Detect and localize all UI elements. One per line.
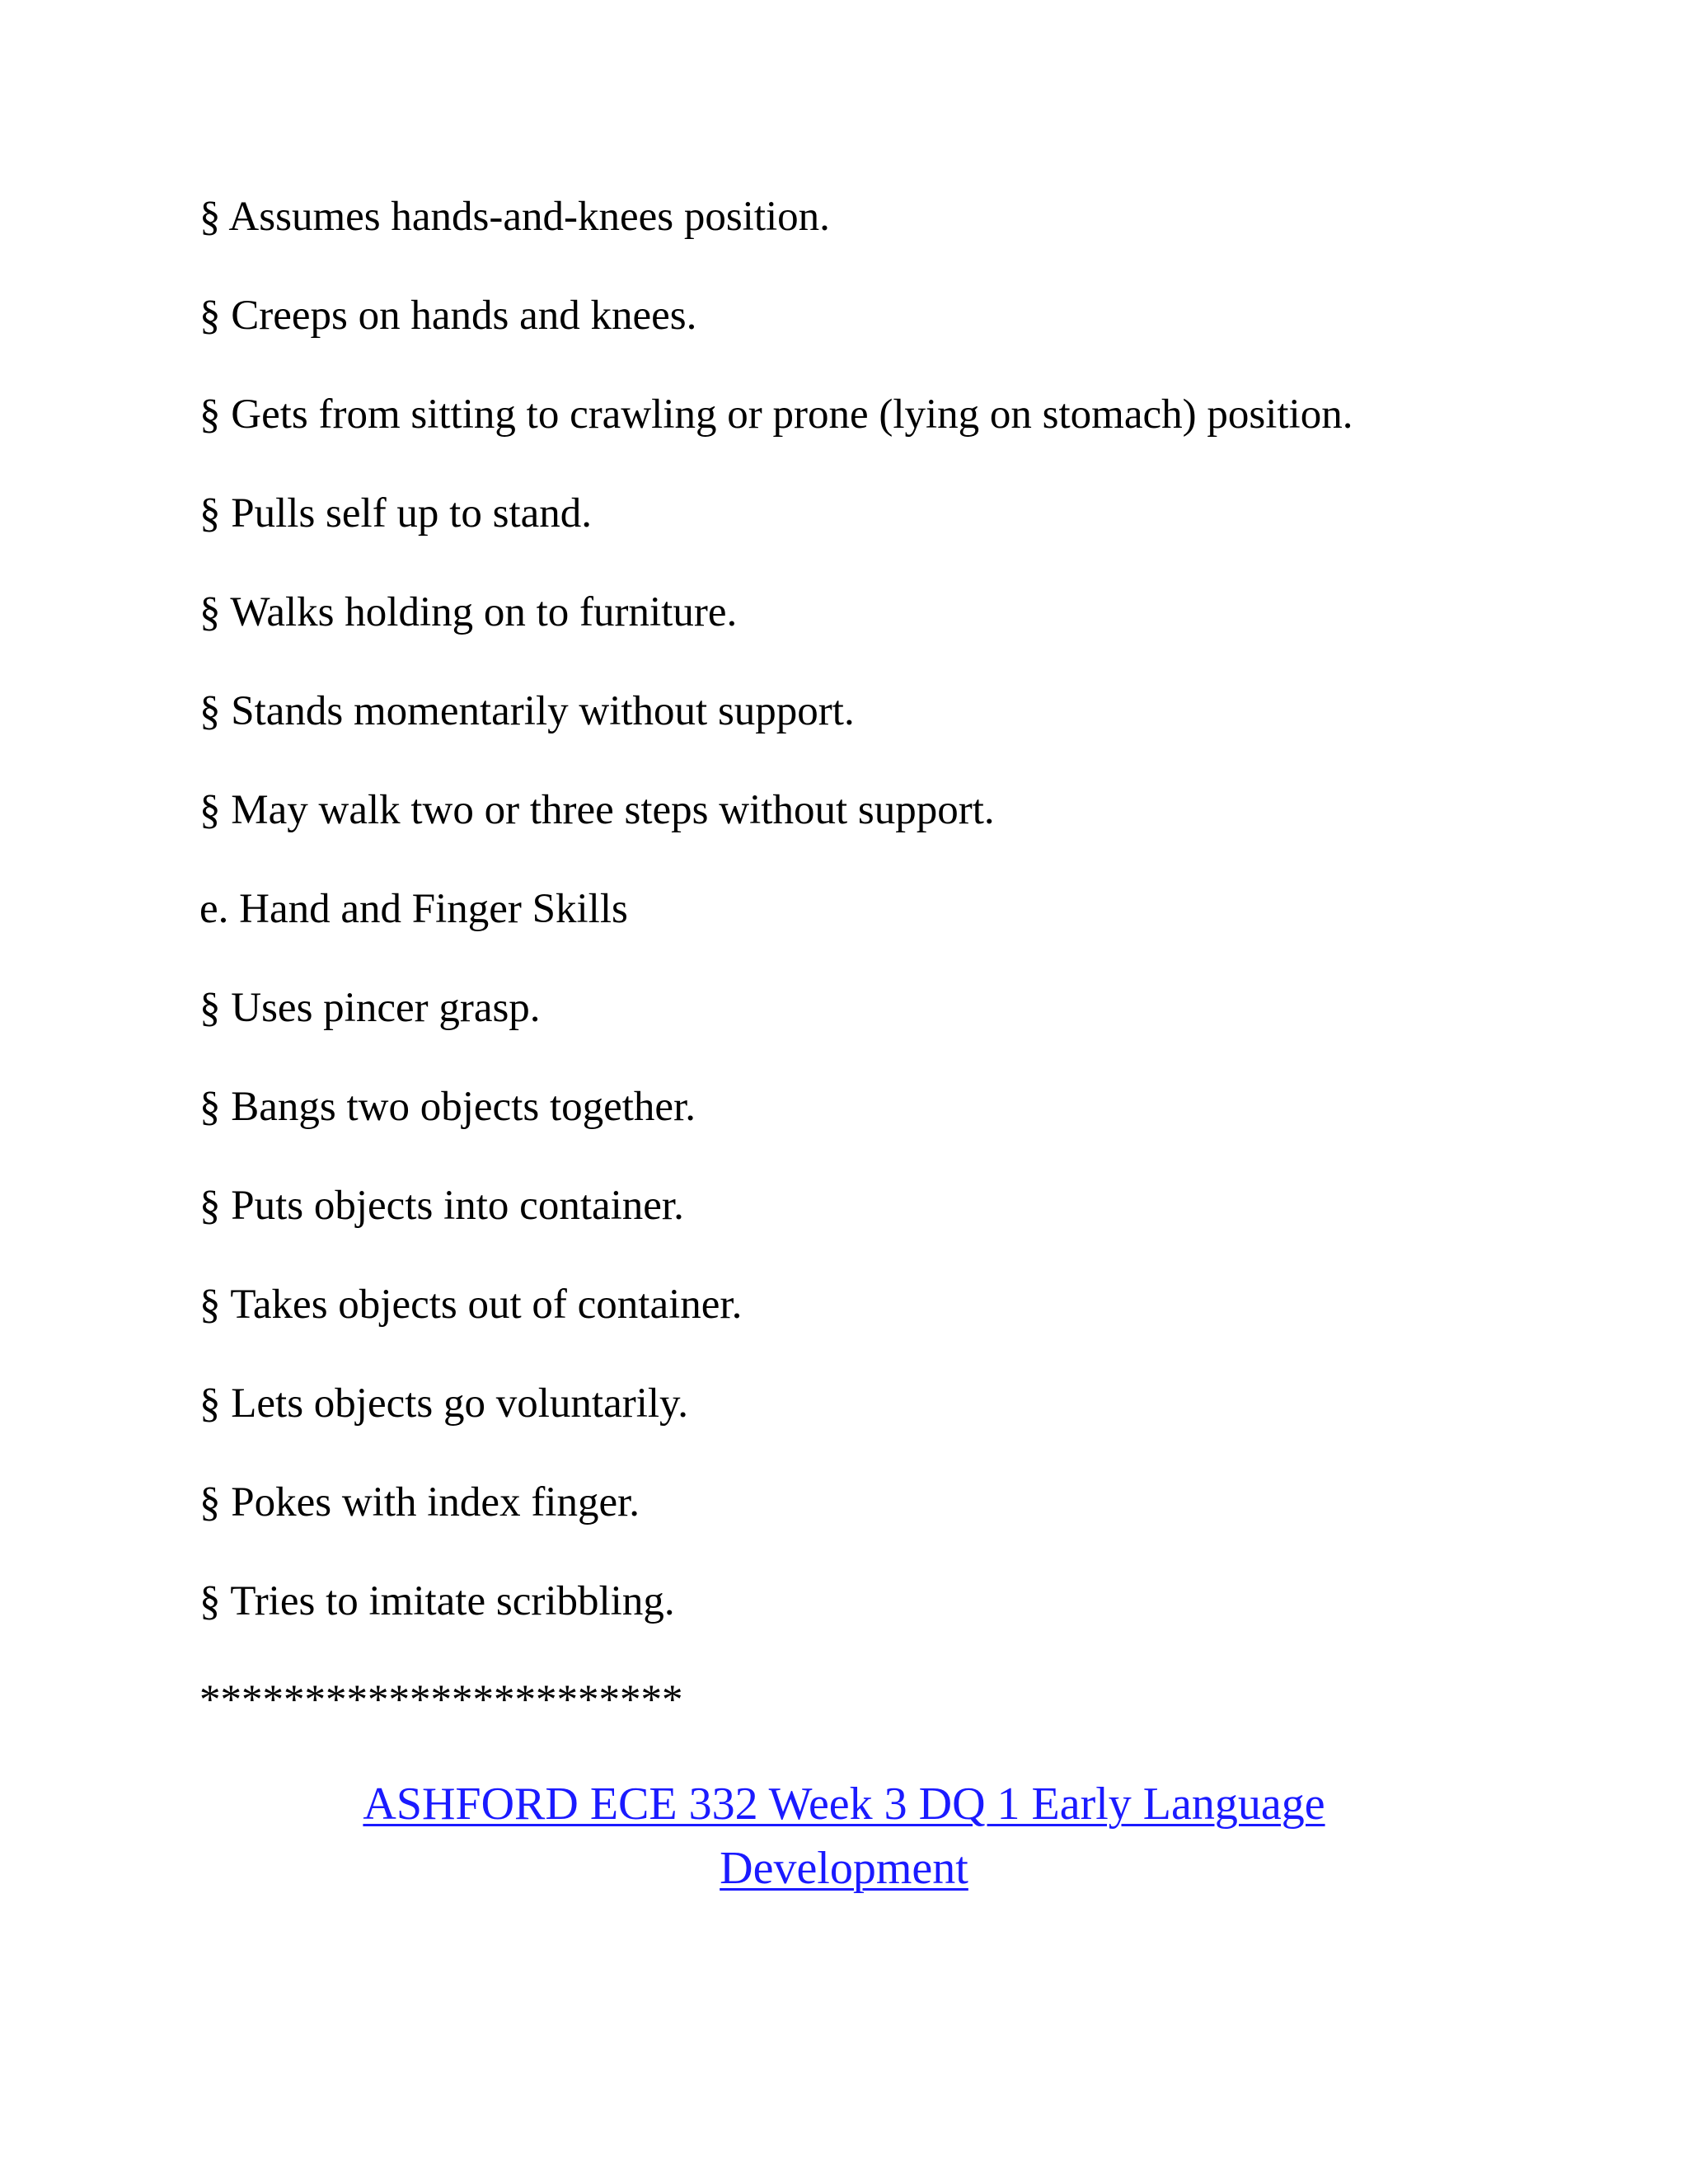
list-item: § Pokes with index finger.: [199, 1479, 640, 1526]
list-item: § Bangs two objects together.: [199, 1084, 696, 1130]
list-item: § Takes objects out of container.: [199, 1282, 743, 1328]
list-item: § Walks holding on to furniture.: [199, 589, 738, 635]
course-link[interactable]: [363, 1779, 1325, 1894]
list-item: § May walk two or three steps without support.: [199, 787, 995, 833]
list-item: § Uses pincer grasp.: [199, 985, 541, 1031]
list-item: § Assumes hands-and-knees position.: [199, 194, 830, 240]
list-item: § Stands momentarily without support.: [199, 688, 855, 734]
list-item: § Lets objects go voluntarily.: [199, 1380, 688, 1427]
course-link-line2: Development: [720, 1843, 968, 1894]
list-item: § Creeps on hands and knees.: [199, 293, 697, 339]
list-item: § Puts objects into container.: [199, 1183, 684, 1229]
document-body: [199, 192, 1518, 1725]
section-heading: e. Hand and Finger Skills: [199, 886, 628, 932]
list-item: § Pulls self up to stand.: [199, 490, 593, 537]
list-item: § Gets from sitting to crawling or prone (lying on stomach) position.: [199, 391, 1353, 438]
list-item: § Tries to imitate scribbling.: [199, 1578, 675, 1624]
separator-stars: ***********************: [199, 1677, 683, 1723]
course-link-line1: ASHFORD ECE 332 Week 3 DQ 1 Early Language: [363, 1779, 1325, 1830]
course-link-block: [0, 1772, 1688, 1900]
